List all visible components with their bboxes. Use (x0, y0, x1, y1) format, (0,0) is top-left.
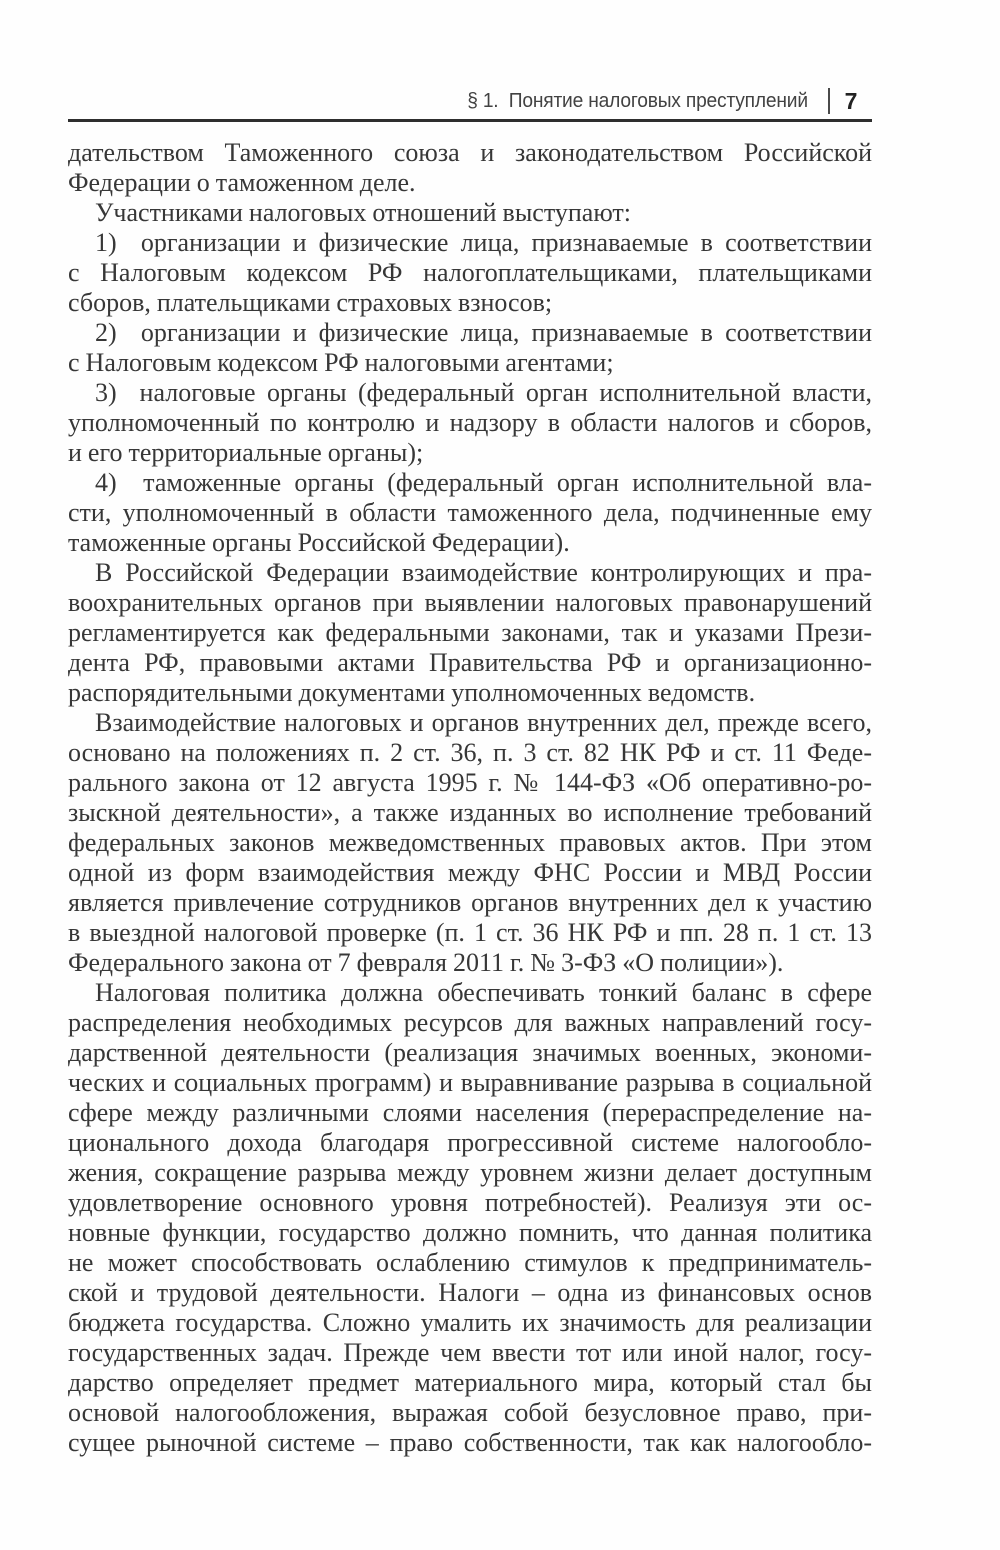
text-line: 1) организации и физические лица, признаваемые в соответствии (95, 228, 872, 257)
text-line: федеральных законов межведомственных правовых актов. При этом (68, 828, 872, 857)
text-line: сти, уполномоченный в области таможенного дела, подчиненные ему (68, 498, 872, 527)
text-line: одной из форм взаимодействия между ФНС России и МВД России (68, 858, 872, 887)
text-line: дарственной деятельности (реализация значимых военных, экономи- (68, 1038, 872, 1067)
header-rule (68, 119, 872, 122)
text-line: основано на положениях п. 2 ст. 36, п. 3 ст. 82 НК РФ и ст. 11 Феде- (68, 738, 872, 767)
text-line: воохранительных органов при выявлении налоговых правонарушений (68, 588, 872, 617)
running-head-section-title: § 1. Понятие налоговых преступлений (467, 89, 808, 112)
text-line: не может способствовать ослаблению стимулов к предприниматель- (68, 1248, 872, 1277)
text-line: В Российской Федерации взаимодействие контролирующих и пра- (95, 558, 872, 587)
text-line: таможенные органы Российской Федерации). (68, 528, 570, 557)
text-line: государственных задач. Прежде чем ввести тот или иной налог, госу- (68, 1338, 872, 1367)
text-line: с Налоговым кодексом РФ налогоплательщиками, плательщиками (68, 258, 872, 287)
text-line: и его территориальные органы); (68, 438, 424, 467)
text-line: 4) таможенные органы (федеральный орган исполнительной вла- (95, 468, 872, 497)
text-line: жения, сокращение разрыва между уровнем жизни делает доступным (68, 1158, 872, 1187)
text-line: Участниками налоговых отношений выступают: (95, 198, 631, 227)
page-number: 7 (844, 87, 858, 114)
text-line: сфере между различными слоями населения (перераспределение на- (68, 1098, 872, 1127)
text-line: основой налогообложения, выражая собой безусловное право, при- (68, 1398, 872, 1427)
text-line: дательством Таможенного союза и законодательством Российской (68, 138, 872, 167)
text-line: 2) организации и физические лица, признаваемые в соответствии (95, 318, 872, 347)
page-header (68, 86, 872, 116)
text-line: ческих и социальных программ) и выравнивание разрыва в социальной (68, 1068, 872, 1097)
text-line: бюджета государства. Сложно умалить их значимость для реализации (68, 1308, 872, 1337)
text-line: дарство определяет предмет материального мира, который стал бы (68, 1368, 872, 1397)
text-line: Налоговая политика должна обеспечивать тонкий баланс в сфере (95, 978, 872, 1007)
text-line: ционального дохода благодаря прогрессивной системе налогообло- (68, 1128, 872, 1157)
text-line: в выездной налоговой проверке (п. 1 ст. 36 НК РФ и пп. 28 п. 1 ст. 13 (68, 918, 872, 947)
text-line: удовлетворение основного уровня потребностей). Реализуя эти ос- (68, 1188, 872, 1217)
text-line: Федерального закона от 7 февраля 2011 г. № 3-ФЗ «О полиции»). (68, 948, 784, 977)
text-line: сущее рыночной системе – право собственности, так как налогообло- (68, 1428, 872, 1457)
text-line: уполномоченный по контролю и надзору в области налогов и сборов, (68, 408, 872, 437)
text-line: регламентируется как федеральными законами, так и указами Прези- (68, 618, 872, 647)
text-line: с Налоговым кодексом РФ налоговыми агентами; (68, 348, 614, 377)
text-line: распорядительными документами уполномоченных ведомств. (68, 678, 756, 707)
text-line: Взаимодействие налоговых и органов внутренних дел, прежде всего, (95, 708, 872, 737)
body-text (68, 138, 872, 1458)
text-line: Федерации о таможенном деле. (68, 168, 416, 197)
text-line: дента РФ, правовыми актами Правительства РФ и организационно- (68, 648, 872, 677)
text-line: распределения необходимых ресурсов для важных направлений госу- (68, 1008, 872, 1037)
text-line: ской и трудовой деятельности. Налоги – одна из финансовых основ (68, 1278, 872, 1307)
text-line: зыскной деятельности», а также изданных во исполнение требований (68, 798, 872, 827)
text-line: сборов, плательщиками страховых взносов; (68, 288, 553, 317)
text-line: рального закона от 12 августа 1995 г. № 144-ФЗ «Об оперативно-ро- (68, 768, 872, 797)
text-line: 3) налоговые органы (федеральный орган исполнительной власти, (95, 378, 872, 407)
text-line: новные функции, государство должно помнить, что данная политика (68, 1218, 872, 1247)
text-line: является привлечение сотрудников органов внутренних дел к участию (68, 888, 872, 917)
